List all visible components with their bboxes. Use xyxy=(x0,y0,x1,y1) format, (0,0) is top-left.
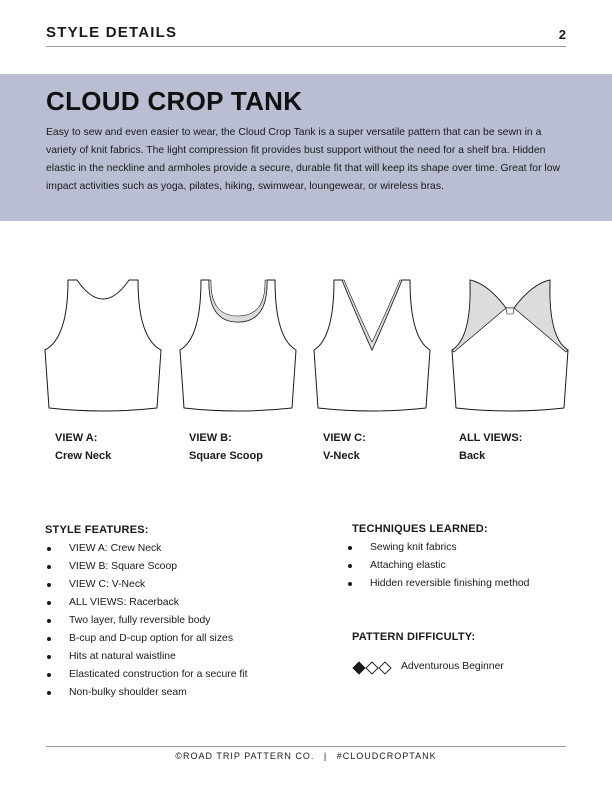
difficulty-heading: PATTERN DIFFICULTY: xyxy=(352,631,476,643)
list-item: Elasticated construction for a secure fit xyxy=(45,666,247,684)
view-c-label xyxy=(323,429,366,465)
pattern-title: CLOUD CROP TANK xyxy=(46,86,303,116)
view-a-label xyxy=(55,429,111,465)
footer-brand: ©ROAD TRIP PATTERN CO. xyxy=(175,751,315,761)
footer-separator: | xyxy=(323,751,328,761)
style-features-list xyxy=(45,540,247,702)
list-item: Hidden reversible finishing method xyxy=(346,575,529,593)
list-item: Two layer, fully reversible body xyxy=(45,612,247,630)
crew-neck-illustration xyxy=(43,278,163,414)
list-item: Sewing knit fabrics xyxy=(346,539,529,557)
list-item: ALL VIEWS: Racerback xyxy=(45,594,247,612)
list-item: VIEW A: Crew Neck xyxy=(45,540,247,558)
header-divider xyxy=(46,46,566,47)
footer xyxy=(0,751,612,761)
list-item: Hits at natural waistline xyxy=(45,648,247,666)
view-c-name: V-Neck xyxy=(323,450,360,462)
empty-diamond-icon xyxy=(379,662,391,674)
view-b-label xyxy=(189,429,263,465)
pattern-description: Easy to sew and even easier to wear, the Cloud Crop Tank is a super versatile pattern that can be sewn in a variety of knit fabrics. The light compression fit provides bust support without the need for a shelf bra. Hidden elastic in the neckline and armholes provide a secure, durable fit that will keep its shape over time. Great for low impact activities such as yoga, pilates, hiking, swimwear, loungewear, or wireless bras. xyxy=(46,127,561,192)
list-item: Attaching elastic xyxy=(346,557,529,575)
list-item: VIEW B: Square Scoop xyxy=(45,558,247,576)
v-neck-illustration xyxy=(312,278,432,414)
style-features-heading: STYLE FEATURES: xyxy=(45,524,149,536)
view-a-name: Crew Neck xyxy=(55,450,112,462)
view-a-code: VIEW A: xyxy=(55,432,98,444)
filled-diamond-icon xyxy=(353,662,365,674)
list-item: B-cup and D-cup option for all sizes xyxy=(45,630,247,648)
list-item: Non-bulky shoulder seam xyxy=(45,684,247,702)
footer-hashtag: #CLOUDCROPTANK xyxy=(336,751,437,761)
empty-diamond-icon xyxy=(366,662,378,674)
page-number: 2 xyxy=(558,27,566,42)
title-banner xyxy=(0,74,612,221)
difficulty-level: Adventurous Beginner xyxy=(401,661,504,672)
back-view-code: ALL VIEWS: xyxy=(459,432,523,444)
view-b-code: VIEW B: xyxy=(189,432,232,444)
techniques-heading: TECHNIQUES LEARNED: xyxy=(352,523,488,535)
difficulty-diamonds xyxy=(352,661,394,675)
footer-divider xyxy=(46,746,566,747)
techniques-list xyxy=(346,539,529,593)
view-b-name: Square Scoop xyxy=(189,450,263,462)
racerback-illustration xyxy=(450,278,570,414)
section-title: STYLE DETAILS xyxy=(46,24,178,41)
list-item: VIEW C: V-Neck xyxy=(45,576,247,594)
view-c-code: VIEW C: xyxy=(323,432,366,444)
back-view-name: Back xyxy=(459,450,486,462)
square-scoop-illustration xyxy=(178,278,298,414)
back-view-label xyxy=(459,429,522,465)
